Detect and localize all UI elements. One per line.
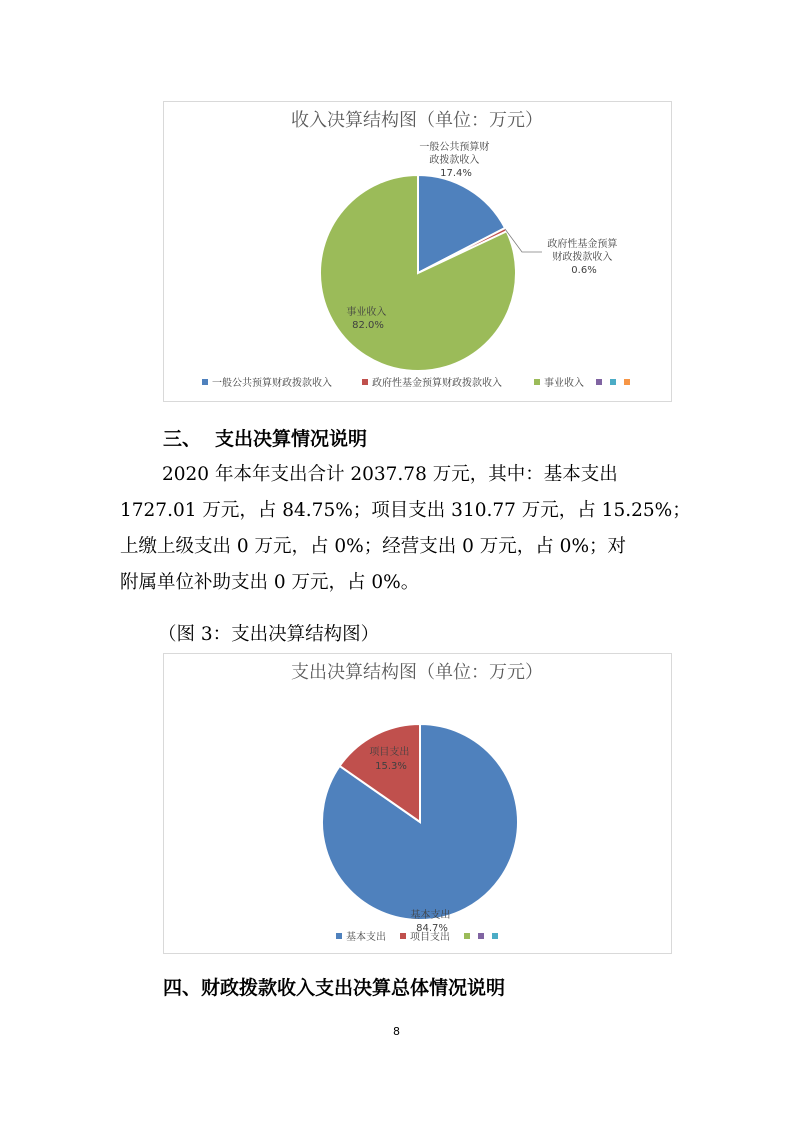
legend-swatch [478,933,484,939]
section-title: 支出决算情况说明 [215,428,368,450]
slice-label-business: 事业收入 82.0% [346,307,387,331]
legend-swatch [534,379,540,385]
legend-swatch [492,933,498,939]
section-heading [163,424,367,451]
legend-label: 基本支出 [346,932,386,943]
slice-label-project-expenditure: 项目支出 15.3% [369,747,410,772]
legend [202,376,630,389]
legend-label: 项目支出 [410,932,450,943]
legend-label: 政府性基金预算财政拨款收入 [372,378,502,389]
figure-caption: （图 3：支出决算结构图） [158,624,380,645]
legend-label: 一般公共预算财政拨款收入 [212,378,332,389]
chart-title: 支出决算结构图（单位：万元） [291,662,543,683]
legend-swatch [624,379,630,385]
expenditure-structure-chart [163,653,672,954]
legend-swatch [610,379,616,385]
legend-swatch [202,379,208,385]
paragraph-line: 附属单位补助支出 0 万元，占 0%。 [120,572,420,593]
section-heading: 四、财政拨款收入支出决算总体情况说明 [163,977,506,999]
section-number: 三、 [163,428,202,450]
slice-label-gov-fund: 政府性基金预算 财政拨款收入 0.6% [547,239,618,276]
legend [336,930,498,943]
legend-swatch [362,379,368,385]
chart-title: 收入决算结构图（单位：万元） [291,110,543,131]
slice-label-general-budget: 一般公共预算财 政拨款收入 17.4% [419,142,490,179]
expenditure-paragraph [120,457,691,601]
income-structure-chart [163,101,672,402]
legend-swatch [464,933,470,939]
legend-swatch [596,379,602,385]
legend-swatch [400,933,406,939]
paragraph-line: 上缴上级支出 0 万元，占 0%；经营支出 0 万元，占 0%；对 [120,536,627,557]
legend-label: 事业收入 [544,378,584,389]
paragraph-line: 2020 年本年支出合计 2037.78 万元，其中：基本支出 [162,464,618,485]
paragraph-line: 1727.01 万元，占 84.75%；项目支出 310.77 万元，占 15.25%； [120,500,691,521]
slice-label-basic-expenditure: 基本支出 84.7% [410,910,451,934]
expenditure-pie-svg [164,654,671,953]
legend-swatch [336,933,342,939]
income-pie-svg [164,102,671,401]
page-number: 8 [393,1025,400,1038]
